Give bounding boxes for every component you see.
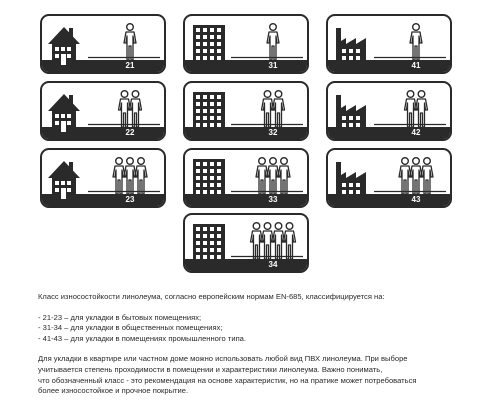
office-shape [193, 92, 225, 132]
class-number: 43 [411, 195, 421, 204]
person-figure [273, 91, 285, 127]
office-shape [193, 224, 225, 264]
factory-shape [336, 95, 366, 132]
paragraph-line: более износостойкое и прочное покрытие. [38, 386, 189, 396]
person-figure [273, 223, 285, 259]
office-shape [193, 159, 225, 199]
class-card-23 [40, 148, 166, 208]
class-card-42 [326, 81, 452, 141]
house-shape [48, 161, 80, 199]
class-number: 21 [125, 61, 135, 70]
person-figure [416, 91, 428, 127]
person-figure [410, 24, 422, 60]
list-item-commercial: - 31-34 – для укладки в общественных помещениях; [38, 323, 223, 333]
class-card-43 [326, 148, 452, 208]
list-item-domestic: - 21-23 – для укладки в бытовых помещениях; [38, 312, 202, 322]
class-number: 32 [268, 128, 278, 137]
person-figure [267, 158, 279, 194]
person-figure [251, 223, 263, 259]
factory-shape [336, 28, 366, 65]
class-number: 42 [411, 128, 421, 137]
person-figure [278, 158, 290, 194]
class-number: 31 [268, 61, 278, 70]
person-figure [119, 91, 131, 127]
class-number: 23 [125, 195, 135, 204]
person-figure [113, 158, 125, 194]
person-figure [124, 24, 136, 60]
person-figure [124, 158, 136, 194]
person-figure [135, 158, 147, 194]
class-card-22 [40, 81, 166, 141]
person-figure [267, 24, 279, 60]
paragraph-line: что обозначенный класс - это рекомендация на основе характеристик, но на пратике может потребоваться [38, 375, 417, 385]
person-figure [405, 91, 417, 127]
class-card-34 [183, 213, 309, 273]
class-number: 41 [411, 61, 421, 70]
paragraph-line: Для укладки в квартире или частном доме можно использовать любой вид ПВХ линолеума. При выборе [38, 354, 408, 364]
class-number: 22 [125, 128, 135, 137]
class-number: 33 [268, 195, 278, 204]
paragraph-line: учитывается степень проходимости в помещении и характеристики линолеума. Важно понимать, [38, 364, 383, 374]
class-card-32 [183, 81, 309, 141]
class-number: 34 [268, 260, 278, 269]
office-shape [193, 25, 225, 65]
person-figure [399, 158, 411, 194]
intro-line: Класс износостойкости линолеума, согласно европейским нормам EN-685, классифицируется на: [38, 292, 385, 301]
class-card-41 [326, 14, 452, 74]
house-shape [48, 27, 80, 65]
list-item-industrial: - 41-43 – для укладки в помещениях промышленного типа. [38, 333, 247, 343]
class-card-31 [183, 14, 309, 74]
person-figure [284, 223, 296, 259]
class-card-33 [183, 148, 309, 208]
person-figure [130, 91, 142, 127]
house-shape [48, 94, 80, 132]
person-figure [421, 158, 433, 194]
class-card-21 [40, 14, 166, 74]
person-figure [256, 158, 268, 194]
person-figure [262, 223, 274, 259]
person-figure [262, 91, 274, 127]
factory-shape [336, 162, 366, 199]
person-figure [410, 158, 422, 194]
description-text [38, 292, 483, 397]
